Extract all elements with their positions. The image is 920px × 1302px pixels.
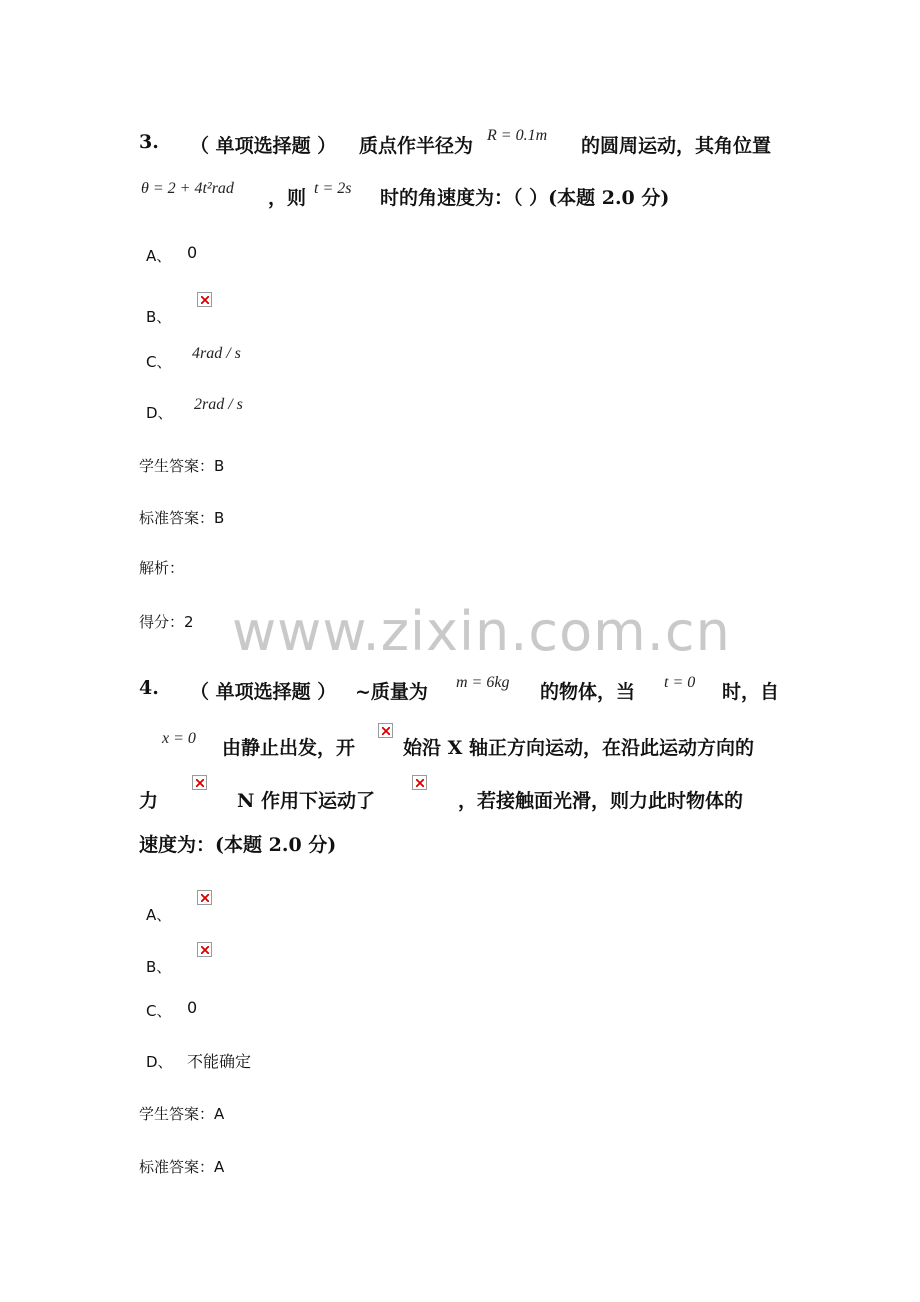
q4-text-8: ，若接触面光滑，则力此时物体的: [458, 790, 744, 812]
q4-text-9: 速度为：(本题 2.0 分): [139, 834, 337, 856]
q3-text-4: 时的角速度为：（ ）(本题 2.0 分): [380, 187, 670, 209]
q3-option-d-value: 2rad / s: [194, 396, 243, 413]
q4-standard-answer: 标准答案：A: [139, 1158, 225, 1176]
q3-type: （ 单项选择题 ）: [190, 135, 337, 157]
q3-option-d-letter: D、: [146, 404, 173, 422]
q4-text-7: N 作用下运动了: [237, 790, 375, 812]
q4-text-4: 由静止出发，开: [222, 737, 356, 759]
q4-text-2: 的物体，当: [540, 681, 636, 703]
q3-student-answer: 学生答案：B: [139, 457, 225, 475]
q4-type: （ 单项选择题 ）: [190, 681, 337, 703]
q4-option-a-letter: A、: [146, 906, 172, 924]
broken-image-icon: [197, 890, 212, 905]
q3-text-1: 质点作半径为: [359, 135, 474, 157]
q3-score: 得分：2: [139, 613, 194, 631]
q4-text-1: ~质量为: [355, 681, 428, 703]
q3-analysis: 解析：: [139, 559, 185, 577]
q4-option-c-letter: C、: [146, 1002, 172, 1020]
q3-option-a-letter: A、: [146, 247, 172, 265]
q4-number: 4.: [139, 677, 159, 699]
broken-image-icon: [378, 723, 393, 738]
q4-student-answer: 学生答案：A: [139, 1105, 225, 1123]
q4-text-3: 时，自: [722, 681, 780, 703]
q4-option-c-value: 0: [187, 998, 198, 1017]
q3-text-3: ，则: [268, 187, 307, 209]
q3-math-radius: R = 0.1m: [487, 127, 548, 144]
q3-standard-answer: 标准答案：B: [139, 509, 225, 527]
q4-option-d-value: 不能确定: [187, 1052, 252, 1071]
q3-option-c-letter: C、: [146, 353, 172, 371]
q3-math-theta: θ = 2 + 4t²rad: [141, 180, 234, 197]
q3-math-t: t = 2s: [314, 180, 352, 197]
watermark: www.zixin.com.cn: [232, 600, 731, 663]
q3-text-2: 的圆周运动，其角位置: [581, 135, 772, 157]
q3-number: 3.: [139, 131, 159, 153]
broken-image-icon: [412, 775, 427, 790]
broken-image-icon: [192, 775, 207, 790]
broken-image-icon: [197, 942, 212, 957]
q4-text-5: 始沿 X 轴正方向运动，在沿此运动方向的: [403, 737, 754, 759]
q4-option-b-letter: B、: [146, 958, 172, 976]
q4-math-x0: x = 0: [162, 730, 196, 747]
q4-option-d-letter: D、: [146, 1053, 173, 1071]
broken-image-icon: [197, 292, 212, 307]
q3-option-a-value: 0: [187, 243, 198, 262]
q4-math-t0: t = 0: [664, 674, 696, 691]
q4-text-6: 力: [139, 790, 159, 812]
q3-option-b-letter: B、: [146, 308, 172, 326]
q3-option-c-value: 4rad / s: [192, 345, 241, 362]
q4-math-mass: m = 6kg: [456, 674, 510, 691]
